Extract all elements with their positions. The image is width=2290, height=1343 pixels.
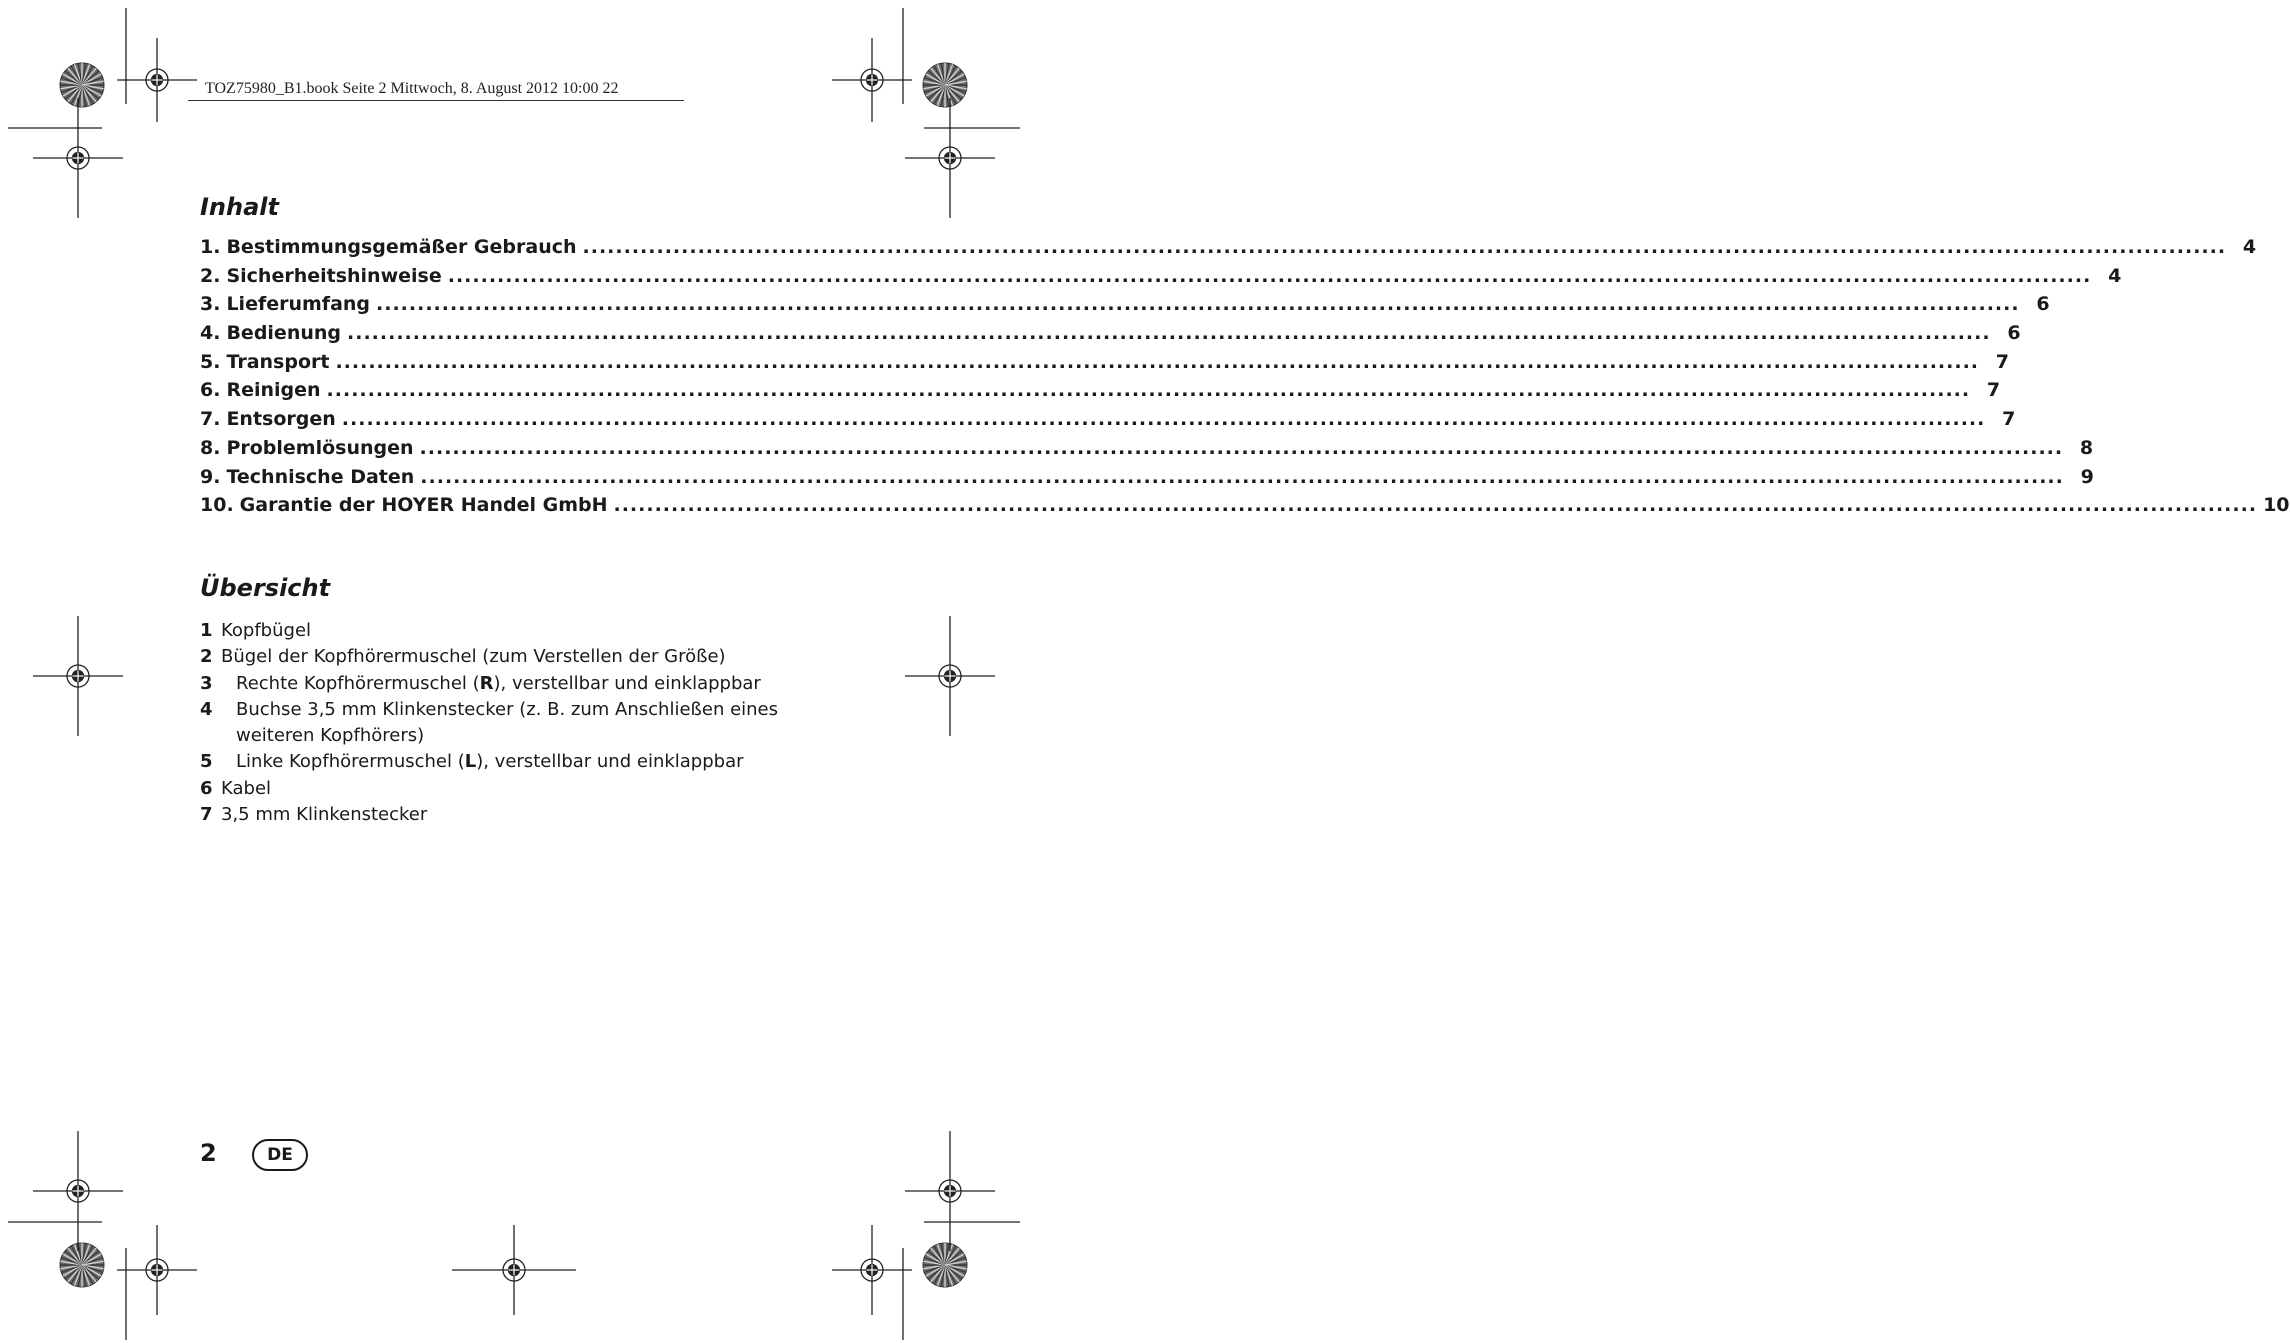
overview-item-text: 3,5 mm Klinkenstecker	[221, 804, 428, 826]
toc-entry-number: 10.	[200, 494, 234, 517]
toc-entry-label: Bedienung	[226, 322, 342, 345]
toc-entry	[200, 408, 2016, 437]
color-calibration-target-icon	[923, 1243, 967, 1287]
overview-item-body	[236, 671, 800, 697]
toc-entry	[200, 293, 2050, 322]
overview-item-side-letter: R	[479, 672, 494, 694]
toc-entry-number: 2.	[200, 264, 221, 287]
color-calibration-target-icon	[923, 63, 967, 107]
page-number: 2	[200, 1139, 217, 1167]
overview-item-text: ), verstellbar und einklappbar	[493, 672, 761, 694]
overview-item-body	[236, 749, 800, 775]
toc-leader-dots: ........................................................................................................................................................................................................	[582, 236, 2227, 258]
overview-item	[200, 618, 800, 644]
print-file-header: TOZ75980_B1.book Seite 2 Mittwoch, 8. August 2012 10:00 22	[205, 80, 619, 97]
toc-entry	[200, 465, 2094, 495]
overview-item-text: Rechte Kopfhörermuschel (	[236, 672, 480, 694]
toc-entry-page: 8	[2079, 436, 2094, 459]
toc-leader-dots: ........................................................................................................................................................................................................	[376, 293, 2020, 316]
toc-entry-page: 7	[1995, 350, 2010, 373]
overview-item-body	[221, 776, 800, 802]
toc-entry-number: 8.	[200, 436, 221, 459]
header-underline	[188, 100, 684, 101]
overview-item-text: ), verstellbar und einklappbar	[476, 751, 744, 773]
toc-entry-page: 7	[1986, 379, 2001, 402]
overview-item-body	[221, 802, 800, 828]
toc-entry-label: Reinigen	[226, 379, 321, 402]
toc-entry	[200, 494, 2290, 523]
language-badge: DE	[252, 1139, 308, 1171]
registration-mark-icon	[905, 1131, 995, 1251]
registration-mark-icon	[832, 38, 912, 122]
toc-entry	[200, 379, 2001, 408]
overview-item-text: Bügel der Kopfhörermuschel (zum Verstellen der Größe)	[221, 646, 726, 668]
toc-entry-number: 1.	[200, 236, 221, 258]
toc-entry-label: Technische Daten	[226, 465, 415, 488]
overview-item	[200, 671, 800, 697]
registration-mark-icon	[33, 1131, 123, 1251]
toc-leader-dots: ........................................................................................................................................................................................................	[613, 494, 2258, 517]
toc-entry-number: 6.	[200, 379, 221, 402]
overview-item	[200, 749, 800, 775]
registration-mark-icon	[33, 616, 123, 736]
overview-item-number: 5	[200, 751, 213, 773]
registration-mark-icon	[905, 616, 995, 736]
toc-entry-page: 4	[2108, 264, 2122, 287]
color-calibration-target-icon	[60, 1243, 104, 1287]
toc-entry	[200, 322, 2021, 351]
toc-entry-label: Sicherheitshinweise	[226, 264, 442, 287]
overview-item-text: Linke Kopfhörermuschel (	[236, 751, 465, 773]
overview-item-text: Kopfbügel	[221, 620, 312, 641]
overview-item	[200, 644, 800, 670]
overview-item-body	[221, 618, 800, 644]
toc-entry-label: Entsorgen	[226, 408, 336, 431]
toc-entry-label: Garantie der HOYER Handel GmbH	[239, 494, 608, 517]
toc-entry-number: 5.	[200, 350, 221, 373]
toc-entry-page: 9	[2080, 465, 2094, 488]
toc-leader-dots: ........................................................................................................................................................................................................	[326, 379, 1971, 402]
toc-entry-page: 7	[2002, 408, 2016, 431]
toc-leader-dots: ........................................................................................................................................................................................................	[335, 350, 1980, 373]
overview-title: Übersicht	[200, 574, 331, 602]
overview-item	[200, 802, 800, 828]
toc-entry-page: 6	[2036, 293, 2050, 316]
registration-mark-icon	[452, 1225, 576, 1315]
toc-leader-dots: ........................................................................................................................................................................................................	[447, 264, 2092, 287]
toc-entry-label: Bestimmungsgemäßer Gebrauch	[226, 236, 577, 258]
overview-item	[200, 697, 800, 750]
overview-item-number: 4	[200, 698, 213, 720]
overview-item-side-letter: L	[464, 751, 477, 773]
toc-entry-page: 10	[2263, 494, 2290, 517]
registration-mark-icon	[832, 1225, 912, 1315]
toc-leader-dots: ........................................................................................................................................................................................................	[341, 408, 1986, 431]
toc-entry-label: Transport	[226, 350, 330, 373]
contents-title: Inhalt	[200, 193, 279, 221]
overview-item-text: Buchse 3,5 mm Klinkenstecker (z. B. zum Anschließen eines weiteren Kopfhörers)	[236, 698, 779, 747]
toc-leader-dots: ........................................................................................................................................................................................................	[347, 322, 1991, 345]
overview-item-number: 7	[200, 804, 213, 826]
toc-entry	[200, 350, 2010, 380]
registration-mark-icon	[33, 98, 123, 218]
overview-list	[200, 618, 800, 828]
toc-entry	[200, 436, 2094, 466]
registration-mark-icon	[117, 1225, 197, 1315]
overview-item-number: 1	[200, 620, 213, 641]
toc-entry	[200, 236, 2257, 265]
registration-mark-icon	[117, 38, 197, 122]
overview-item-body	[221, 644, 800, 670]
registration-mark-icon	[905, 98, 995, 218]
color-calibration-target-icon	[60, 63, 104, 107]
toc-entry-label: Problemlösungen	[226, 436, 414, 459]
overview-item-text: Kabel	[221, 777, 272, 799]
toc-entry-number: 3.	[200, 293, 221, 316]
overview-item	[200, 776, 800, 802]
overview-item-number: 6	[200, 777, 213, 799]
overview-item-body	[236, 697, 800, 750]
toc-entry-number: 7.	[200, 408, 221, 431]
toc-entry-number: 9.	[200, 465, 221, 488]
overview-item-number: 2	[200, 646, 213, 668]
toc-entry-page: 6	[2007, 322, 2021, 345]
toc-entry	[200, 264, 2122, 294]
overview-item-number: 3	[200, 672, 213, 694]
toc-entry-label: Lieferumfang	[226, 293, 371, 316]
toc-leader-dots: ........................................................................................................................................................................................................	[420, 465, 2064, 488]
toc-entry-page: 4	[2242, 236, 2257, 258]
toc-leader-dots: ........................................................................................................................................................................................................	[419, 436, 2064, 459]
table-of-contents	[200, 236, 2290, 523]
toc-entry-number: 4.	[200, 322, 221, 345]
